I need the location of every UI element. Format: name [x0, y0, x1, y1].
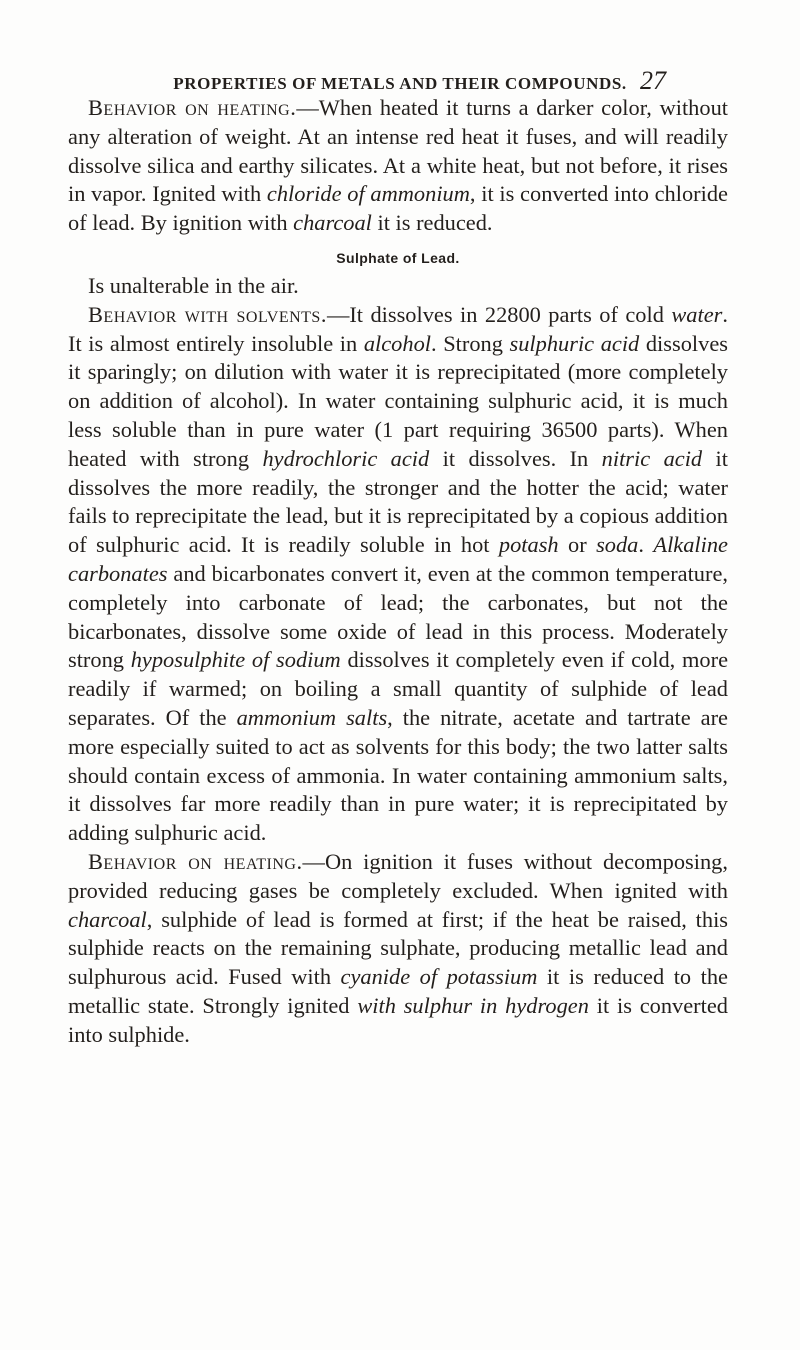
- paragraph-behavior-with-solvents: [68, 301, 728, 848]
- italic-term: soda: [596, 532, 639, 558]
- text-run: dissolves it completely even if cold, more readily if warmed; on boiling a small quantity of sulphide of lead separates. Of the: [68, 647, 729, 730]
- text-run: . It is almost entirely insoluble in: [68, 301, 728, 356]
- italic-term: hyposulphite of sodium: [130, 647, 341, 673]
- text-run: and bicarbonates convert it, even at the common temperature, completely into carbonate of lead; the carbonates, but not the bicarbonates, dissolve some oxide of lead in this process. Moderately strong: [68, 560, 728, 673]
- paragraph-unalterable: [68, 272, 728, 301]
- text-run: —It dissolves in 22800 parts of cold: [326, 301, 672, 327]
- text-run: or: [558, 532, 597, 558]
- italic-term: charcoal: [68, 906, 147, 932]
- italic-term: water: [671, 301, 723, 327]
- italic-term: Alkaline carbonates: [68, 532, 728, 586]
- text-run: , sulphide of lead is formed at first; if the heat be raised, this sulphide reacts on the remaining sulphate, producing metallic lead and sulphurous acid. Fused with: [68, 906, 728, 990]
- italic-term: hydrochloric acid: [262, 445, 430, 471]
- text-run: it dissolves the more readily, the stronger and the hotter the acid; water fails to reprecipitate the lead, but it is reprecipitated by a copious addition of sulphuric acid. It is readily soluble in hot: [68, 445, 728, 558]
- paragraph-lead-in: Behavior with solvents.: [88, 301, 327, 327]
- page-body: [68, 94, 728, 1050]
- text-run: —When heated it turns a darker color, without any alteration of weight. At an intense red heat it fuses, and will readily dissolve silica and earthy silicates. At a white heat, but not before, it rises in vapor. Ignited with: [68, 95, 728, 207]
- text-run: —On ignition it fuses without decomposing, provided reducing gases be completely excluded. When ignited with: [68, 848, 728, 903]
- italic-term: alcohol: [363, 330, 431, 356]
- text-run: Is unalterable in the air.: [88, 272, 299, 298]
- paragraph-behavior-on-heating-sulphate: [68, 848, 728, 1050]
- text-run: , the nitrate, acetate and tartrate are more especially suited to act as solvents for this body; the two latter salts should contain excess of ammonia. In water containing ammonium salts, it dissolves far more readily than in pure water; it is reprecipitated by adding sulphuric acid.: [68, 704, 728, 846]
- text-run: it is reduced to the metallic state. Strongly ignited: [68, 964, 728, 1018]
- paragraph-lead-in: Behavior on heating.: [88, 848, 303, 874]
- text-run: . Strong: [431, 330, 510, 356]
- paragraph-behavior-on-heating-chloride: [68, 94, 728, 238]
- italic-term: nitric acid: [601, 445, 703, 471]
- italic-term: ammonium salts: [236, 704, 388, 730]
- running-title: PROPERTIES OF METALS AND THEIR COMPOUNDS.: [173, 74, 627, 93]
- text-run: it dissolves. In: [429, 445, 602, 471]
- italic-term: chloride of ammonium: [266, 181, 470, 207]
- section-heading: Sulphate of Lead.: [336, 249, 460, 266]
- italic-term: potash: [498, 532, 559, 558]
- paragraph-lead-in: Behavior on heating.: [88, 95, 297, 120]
- italic-term: with sulphur in hydrogen: [357, 992, 589, 1018]
- italic-term: charcoal: [293, 210, 372, 236]
- text-run: , it is converted into chloride of lead. By ignition with: [68, 181, 728, 236]
- text-run: it is converted into sulphide.: [68, 992, 728, 1047]
- italic-term: cyanide of potassium: [340, 964, 538, 990]
- text-run: .: [638, 532, 654, 558]
- text-run: dissolves it sparingly; on dilution with water it is reprecipitated (more completely on addition of alcohol). In water containing sulphuric acid, it is much less soluble than in pure water (1 part requiring 36500 parts). When heated with strong: [68, 330, 728, 471]
- italic-term: sulphuric acid: [509, 330, 640, 356]
- text-run: it is reduced.: [371, 210, 493, 236]
- page-number: 27: [640, 66, 666, 95]
